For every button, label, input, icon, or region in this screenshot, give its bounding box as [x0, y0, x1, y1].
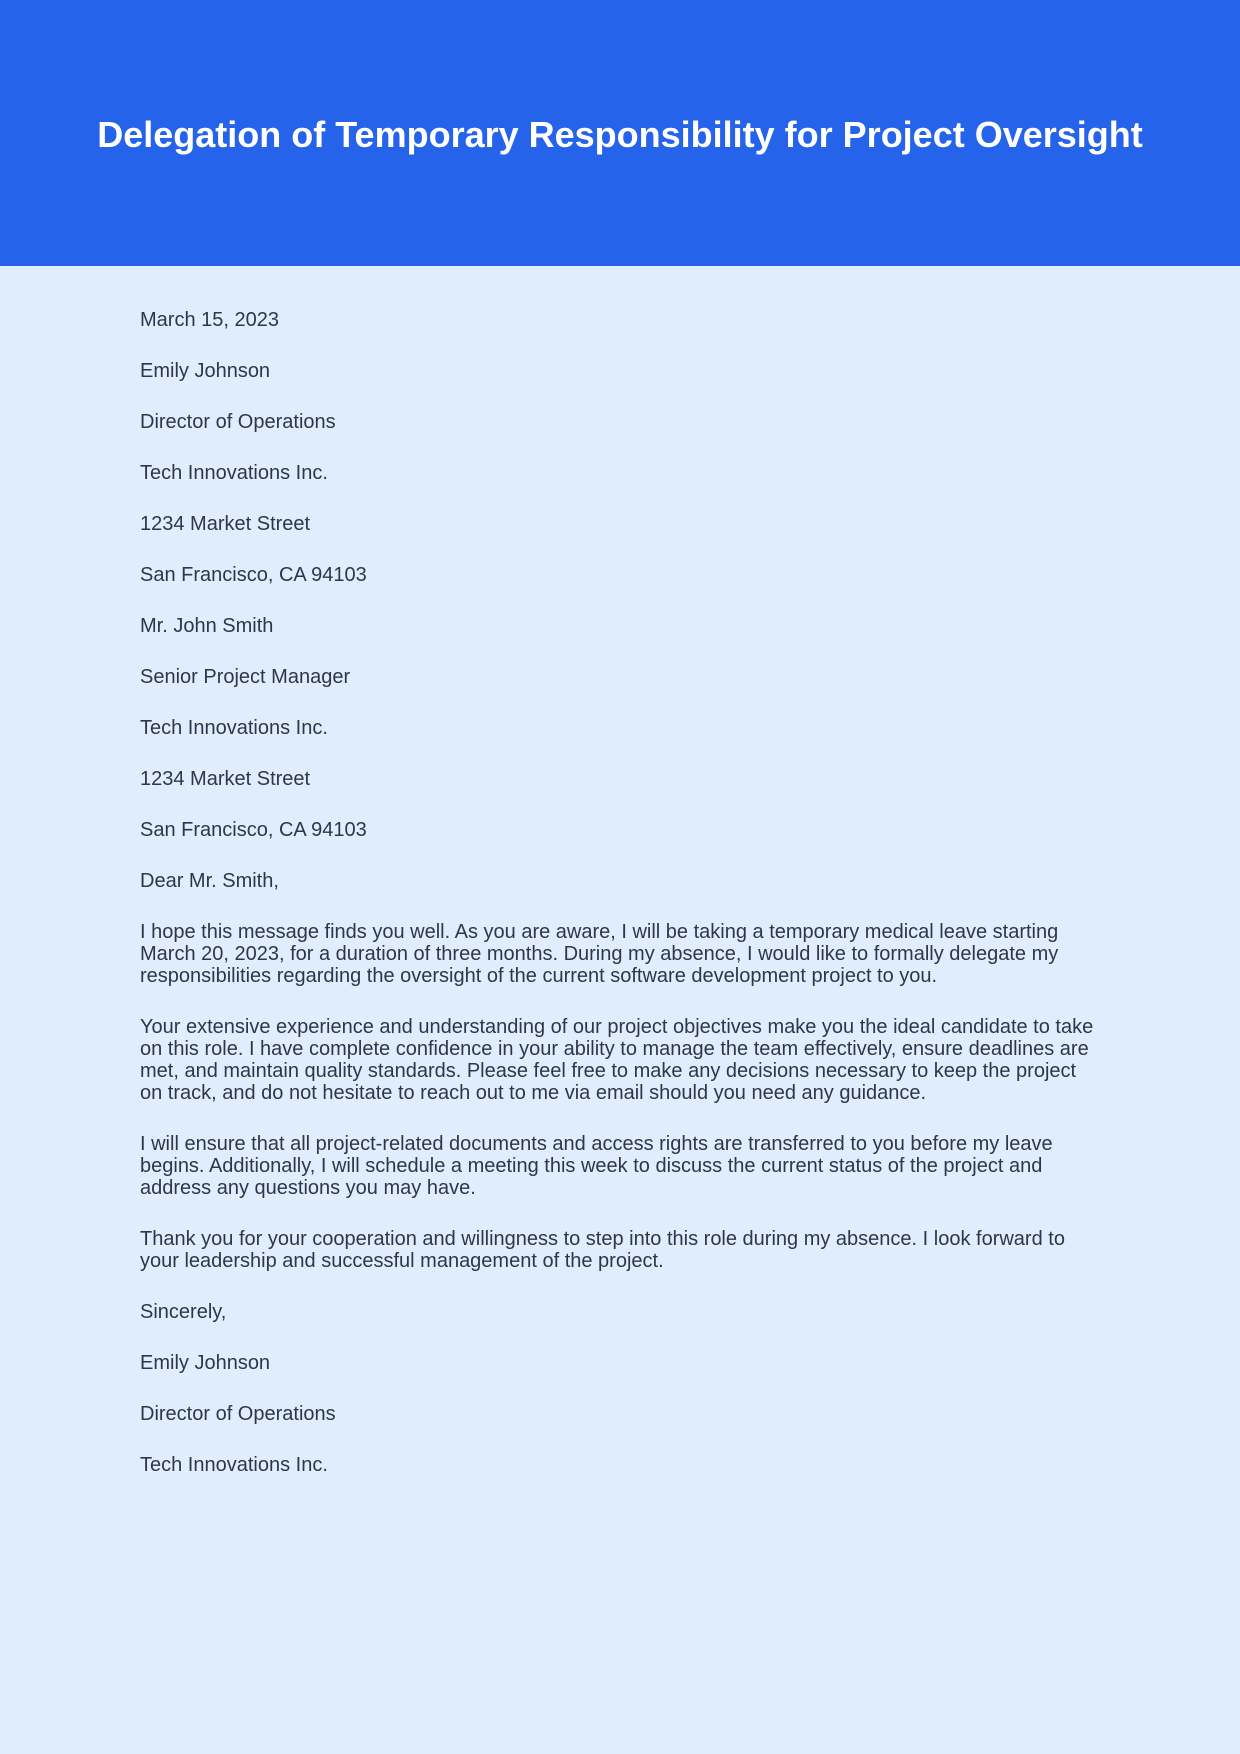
- letter-date: March 15, 2023: [140, 309, 279, 331]
- body-paragraph-3: I will ensure that all project-related documents and access rights are transferred to you before my leave begins. Additionally, I will schedule a meeting this week to discuss the current status of the project and address any questions you may have.: [140, 1133, 1053, 1199]
- sender-name: Emily Johnson: [140, 360, 271, 382]
- recipient-city: San Francisco, CA 94103: [140, 819, 367, 841]
- letter-body: [140, 309, 1100, 1505]
- salutation: Dear Mr. Smith,: [140, 870, 279, 892]
- signature-company: Tech Innovations Inc.: [140, 1454, 328, 1476]
- sender-city: San Francisco, CA 94103: [140, 564, 367, 586]
- page-title: Delegation of Temporary Responsibility for Project Oversight: [97, 114, 1143, 155]
- signature-title: Director of Operations: [140, 1403, 336, 1425]
- body-paragraph-2: Your extensive experience and understanding of our project objectives make you the ideal candidate to take on this role. I have complete confidence in your ability to manage the team effectively, ensure deadlines are met, and maintain quality standards. Please feel free to make any decisions necessary to keep the project on track, and do not hesitate to reach out to me via email should you need any guidance.: [140, 1016, 1094, 1104]
- header-banner: [0, 0, 1240, 266]
- recipient-company: Tech Innovations Inc.: [140, 717, 328, 739]
- sender-title: Director of Operations: [140, 411, 336, 433]
- body-paragraph-4: Thank you for your cooperation and willingness to step into this role during my absence. I look forward to your leadership and successful management of the project.: [140, 1228, 1065, 1272]
- sender-street: 1234 Market Street: [140, 513, 311, 535]
- body-paragraph-1: I hope this message finds you well. As you are aware, I will be taking a temporary medical leave starting March 20, 2023, for a duration of three months. During my absence, I would like to formally delegate my responsibilities regarding the oversight of the current software development project to you.: [140, 921, 1059, 987]
- recipient-street: 1234 Market Street: [140, 768, 311, 790]
- sender-company: Tech Innovations Inc.: [140, 462, 328, 484]
- closing: Sincerely,: [140, 1301, 227, 1323]
- recipient-title: Senior Project Manager: [140, 666, 351, 688]
- signature-name: Emily Johnson: [140, 1352, 271, 1374]
- recipient-name: Mr. John Smith: [140, 615, 274, 637]
